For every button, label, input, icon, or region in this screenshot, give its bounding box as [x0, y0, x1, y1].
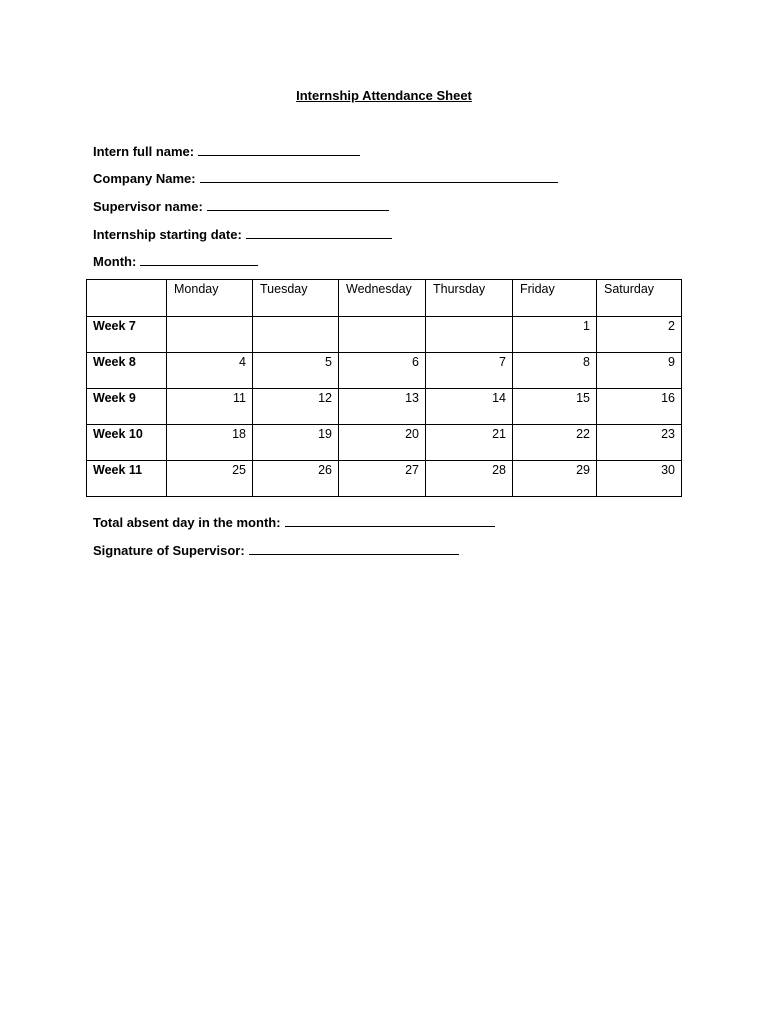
total-absent-field	[93, 514, 495, 530]
total-absent-blank[interactable]	[285, 514, 495, 527]
header-thursday: Thursday	[426, 280, 513, 317]
intern-name-blank[interactable]	[198, 143, 360, 156]
total-absent-label: Total absent day in the month:	[93, 515, 281, 530]
day-cell[interactable]: 7	[426, 353, 513, 389]
start-date-field	[93, 226, 392, 242]
month-label: Month:	[93, 254, 137, 269]
day-cell[interactable]: 18	[167, 425, 253, 461]
week-label: Week 9	[87, 389, 167, 425]
table-row	[87, 317, 682, 353]
header-saturday: Saturday	[597, 280, 682, 317]
supervisor-name-blank[interactable]	[207, 198, 389, 211]
day-cell[interactable]: 14	[426, 389, 513, 425]
day-cell[interactable]	[167, 317, 253, 353]
supervisor-name-label: Supervisor name:	[93, 199, 203, 214]
week-label: Week 7	[87, 317, 167, 353]
day-cell[interactable]: 8	[513, 353, 597, 389]
signature-field	[93, 542, 459, 558]
day-cell[interactable]	[253, 317, 339, 353]
day-cell[interactable]: 6	[339, 353, 426, 389]
day-cell[interactable]: 22	[513, 425, 597, 461]
table-header-row	[87, 280, 682, 317]
start-date-blank[interactable]	[246, 226, 392, 239]
company-name-field	[93, 170, 558, 186]
table-row	[87, 425, 682, 461]
table-row	[87, 389, 682, 425]
intern-name-field	[93, 143, 360, 159]
day-cell[interactable]: 28	[426, 461, 513, 497]
day-cell[interactable]: 23	[597, 425, 682, 461]
day-cell[interactable]: 16	[597, 389, 682, 425]
day-cell[interactable]: 1	[513, 317, 597, 353]
day-cell[interactable]: 13	[339, 389, 426, 425]
month-field	[93, 253, 258, 269]
attendance-table	[86, 279, 682, 497]
day-cell[interactable]: 19	[253, 425, 339, 461]
day-cell[interactable]: 25	[167, 461, 253, 497]
day-cell[interactable]: 26	[253, 461, 339, 497]
day-cell[interactable]: 29	[513, 461, 597, 497]
week-label: Week 10	[87, 425, 167, 461]
day-cell[interactable]: 15	[513, 389, 597, 425]
day-cell[interactable]: 12	[253, 389, 339, 425]
day-cell[interactable]	[339, 317, 426, 353]
day-cell[interactable]: 27	[339, 461, 426, 497]
day-cell[interactable]	[426, 317, 513, 353]
day-cell[interactable]: 30	[597, 461, 682, 497]
header-tuesday: Tuesday	[253, 280, 339, 317]
day-cell[interactable]: 11	[167, 389, 253, 425]
company-name-label: Company Name:	[93, 171, 196, 186]
header-monday: Monday	[167, 280, 253, 317]
day-cell[interactable]: 5	[253, 353, 339, 389]
signature-label: Signature of Supervisor:	[93, 543, 245, 558]
week-label: Week 8	[87, 353, 167, 389]
supervisor-name-field	[93, 198, 389, 214]
week-label: Week 11	[87, 461, 167, 497]
day-cell[interactable]: 9	[597, 353, 682, 389]
header-wednesday: Wednesday	[339, 280, 426, 317]
company-name-blank[interactable]	[200, 170, 558, 183]
header-cell-empty	[87, 280, 167, 317]
page-title: Internship Attendance Sheet	[296, 88, 472, 103]
day-cell[interactable]: 21	[426, 425, 513, 461]
table-row	[87, 461, 682, 497]
header-friday: Friday	[513, 280, 597, 317]
signature-blank[interactable]	[249, 542, 459, 555]
month-blank[interactable]	[140, 253, 258, 266]
day-cell[interactable]: 2	[597, 317, 682, 353]
table-row	[87, 353, 682, 389]
day-cell[interactable]: 20	[339, 425, 426, 461]
intern-name-label: Intern full name:	[93, 144, 195, 159]
day-cell[interactable]: 4	[167, 353, 253, 389]
start-date-label: Internship starting date:	[93, 227, 242, 242]
